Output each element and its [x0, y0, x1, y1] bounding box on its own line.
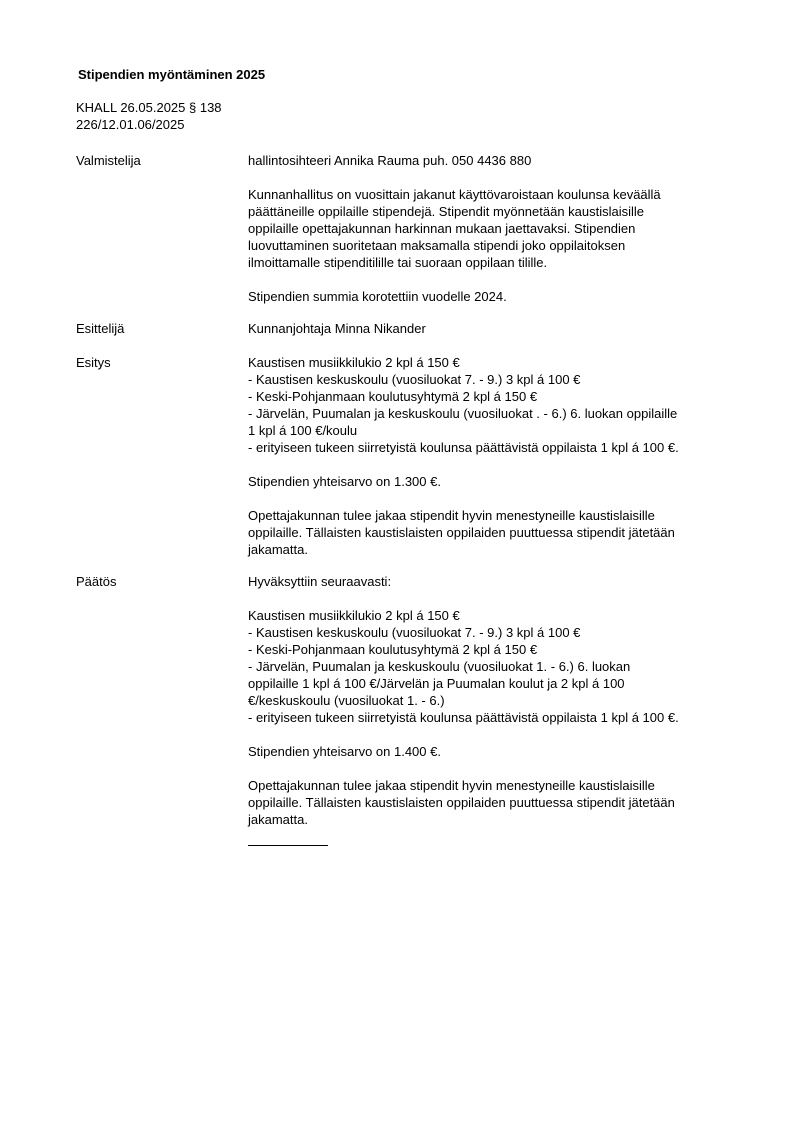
paragraph — [248, 473, 748, 490]
meeting-reference: KHALL 26.05.2025 § 138 — [76, 100, 222, 115]
text-line: Kaustisen musiikkilukio 2 kpl á 150 € — [248, 355, 460, 370]
text-line: jakamatta. — [248, 542, 308, 557]
section-label: Esitys — [76, 355, 111, 370]
paragraph — [248, 507, 748, 558]
section-label: Esittelijä — [76, 321, 125, 336]
text-line: Hyväksyttiin seuraavasti: — [248, 574, 392, 589]
text-line: oppilaille. Tällaisten kaustislaisten oppilaiden puuttuessa stipendit jätetään — [248, 525, 675, 540]
paragraph — [248, 152, 748, 169]
reference-block — [76, 99, 222, 133]
text-line: - Järvelän, Puumalan ja keskuskoulu (vuosiluokat . - 6.) 6. luokan oppilaille — [248, 406, 678, 421]
section-content — [248, 573, 748, 846]
text-line: Kunnanhallitus on vuosittain jakanut käyttövaroistaan koulunsa keväällä — [248, 187, 661, 202]
paragraph — [248, 743, 748, 760]
section-content — [248, 320, 748, 337]
text-line: - Kaustisen keskuskoulu (vuosiluokat 7. - 9.) 3 kpl á 100 € — [248, 372, 581, 387]
text-line: luovuttaminen suoritetaan maksamalla stipendi joko oppilaitoksen — [248, 238, 626, 253]
text-line: oppilaille opettajakunnan harkinnan mukaan jaettavaksi. Stipendien — [248, 221, 636, 236]
section-label: Valmistelija — [76, 153, 141, 168]
paragraph — [248, 354, 748, 456]
case-number: 226/12.01.06/2025 — [76, 117, 185, 132]
end-rule — [248, 845, 328, 846]
text-line: €/keskuskoulu (vuosiluokat 1. - 6.) — [248, 693, 445, 708]
text-line: ilmoittamalle stipenditilille tai suoraan oppilaan tilille. — [248, 255, 548, 270]
text-line: - erityiseen tukeen siirretyistä koulunsa päättävistä oppilaista 1 kpl á 100 €. — [248, 710, 679, 725]
text-line: Kunnanjohtaja Minna Nikander — [248, 321, 426, 336]
text-line: 1 kpl á 100 €/koulu — [248, 423, 358, 438]
text-line: päättäneille oppilaille stipendejä. Stipendit myönnetään kaustislaisille — [248, 204, 645, 219]
text-line: hallintosihteeri Annika Rauma puh. 050 4436 880 — [248, 153, 532, 168]
text-line: - erityiseen tukeen siirretyistä koulunsa päättävistä oppilaista 1 kpl á 100 €. — [248, 440, 679, 455]
text-line: Kaustisen musiikkilukio 2 kpl á 150 € — [248, 608, 460, 623]
text-line: - Keski-Pohjanmaan koulutusyhtymä 2 kpl á 150 € — [248, 389, 538, 404]
text-line: Opettajakunnan tulee jakaa stipendit hyvin menestyneille kaustislaisille — [248, 508, 655, 523]
text-line: oppilaille. Tällaisten kaustislaisten oppilaiden puuttuessa stipendit jätetään — [248, 795, 675, 810]
section-content — [248, 152, 748, 305]
text-line: oppilaille 1 kpl á 100 €/Järvelän ja Puumalan koulut ja 2 kpl á 100 — [248, 676, 625, 691]
text-line: Stipendien yhteisarvo on 1.400 €. — [248, 744, 441, 759]
text-line: Opettajakunnan tulee jakaa stipendit hyvin menestyneille kaustislaisille — [248, 778, 655, 793]
text-line: - Kaustisen keskuskoulu (vuosiluokat 7. - 9.) 3 kpl á 100 € — [248, 625, 581, 640]
text-line: jakamatta. — [248, 812, 308, 827]
document-title: Stipendien myöntäminen 2025 — [78, 67, 266, 82]
section-label: Päätös — [76, 574, 117, 589]
text-line: Stipendien summia korotettiin vuodelle 2024. — [248, 289, 507, 304]
text-line: - Keski-Pohjanmaan koulutusyhtymä 2 kpl á 150 € — [248, 642, 538, 657]
paragraph — [248, 320, 748, 337]
paragraph — [248, 777, 748, 828]
text-line: - Järvelän, Puumalan ja keskuskoulu (vuosiluokat 1. - 6.) 6. luokan — [248, 659, 631, 674]
text-line: Stipendien yhteisarvo on 1.300 €. — [248, 474, 441, 489]
paragraph — [248, 573, 748, 590]
paragraph — [248, 288, 748, 305]
paragraph — [248, 607, 748, 726]
section-content — [248, 354, 748, 558]
paragraph — [248, 186, 748, 271]
